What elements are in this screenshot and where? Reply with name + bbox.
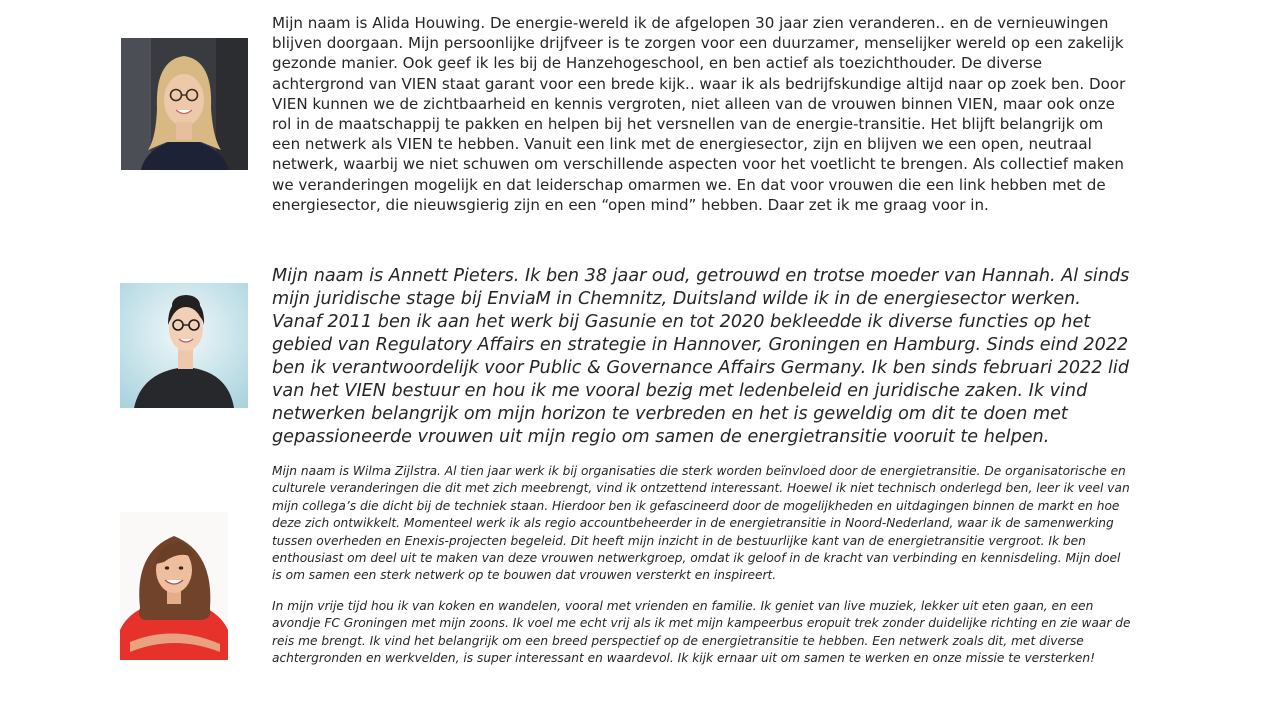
- portrait-photo-annett: [120, 283, 248, 408]
- portrait-photo-wilma: [120, 512, 228, 660]
- bio-annett-pieters: Mijn naam is Annett Pieters. Ik ben 38 jaar oud, getrouwd en trotse moeder van Hannah. Al sinds mijn juridische stage bij EnviaM in Chemnitz, Duitsland wilde ik in de energiesector werken. Vanaf 2011 ben ik aan het werk bij Gasunie en tot 2020 bekleedde ik diverse functies op het gebied van Regulatory Affairs en strategie in Hannover, Groningen en Hamburg. Sinds eind 2022 ben ik verantwoordelijk voor Public & Governance Affairs Germany. Ik ben sinds februari 2022 lid van het VIEN bestuur en hou ik me vooral bezig met ledenbeleid en juridische zaken. Ik vind netwerken belangrijk om mijn horizon te verbreden en het is geweldig om dit te doen met gepassioneerde vrouwen uit mijn regio om samen de energietransitie vooruit te helpen.: [272, 266, 1130, 447]
- portrait-photo-alida: [121, 38, 248, 170]
- bio-alida-houwing: Mijn naam is Alida Houwing. De energie-wereld ik de afgelopen 30 jaar zien veranderen.. en de vernieuwingen blijven doorgaan. Mijn persoonlijke drijfveer is te zorgen voor een duurzamer, menselijker wereld op een zakelijk gezonde manier. Ook geef ik les bij de Hanzehogeschool, en ben actief als toezichthouder. De diverse achtergrond van VIEN staat garant voor een brede kijk.. waar ik als bedrijfskundige altijd naar op zoek ben. Door VIEN kunnen we de zichtbaarheid en kennis vergroten, niet alleen van de vrouwen binnen VIEN, maar ook onze rol in de maatschappij te pakken en helpen bij het versnellen van de energie-transitie. Het blijft belangrijk om een netwerk als VIEN te hebben. Vanuit een link met de energiesector, zijn en blijven we een open, neutraal netwerk, waarbij we niet schuwen om verschillende aspecten voor het voetlicht te brengen. Als collectief maken we veranderingen mogelijk en dat leiderschap omarmen we. En dat voor vrouwen die een link hebben met de energiesector, die nieuwsgierig zijn en een “open mind” hebben. Daar zet ik me graag voor in.: [272, 14, 1126, 214]
- bio-wilma-zijlstra-paragraph-1: Mijn naam is Wilma Zijlstra. Al tien jaar werk ik bij organisaties die sterk worden beïnvloed door de energietransitie. De organisatorische en culturele veranderingen die dit met zich meebrengt, vind ik ontzettend interessant. Hoewel ik niet technisch onderlegd ben, leer ik veel van mijn collega’s die dicht bij de techniek staan. Hierdoor ben ik gefascineerd door de mogelijkheden en uitdagingen binnen de markt en hoe deze zich ontwikkelt. Momenteel werk ik als regio accountbeheerder in de energietransitie in Noord-Nederland, waar ik de samenwerking tussen overheden en Enexis-projecten begeleid. Dit heeft mijn inzicht in de bestuurlijke kant van de energietransitie vergroot. Ik ben enthousiast om deel uit te maken van deze vrouwen netwerkgroep, omdat ik geloof in de kracht van verbinding en kennisdeling. Mijn doel is om samen een sterk netwerk op te bouwen dat vrouwen versterkt en inspireert.: [272, 464, 1130, 583]
- bio-wilma-zijlstra-paragraph-2: In mijn vrije tijd hou ik van koken en wandelen, vooral met vrienden en familie. Ik geniet van live muziek, lekker uit eten gaan, en een avondje FC Groningen met mijn zoons. Ik voel me echt vrij als ik met mijn kampeerbus eropuit trek zonder duidelijke richting en zie waar de reis me brengt. Ik vind het belangrijk om een breed perspectief op de energietransitie te hebben. Een netwerk zoals dit, met diverse achtergronden en werkvelden, is super interessant en waardevol. Ik kijk ernaar uit om samen te werken en onze missie te versterken!: [272, 599, 1131, 666]
